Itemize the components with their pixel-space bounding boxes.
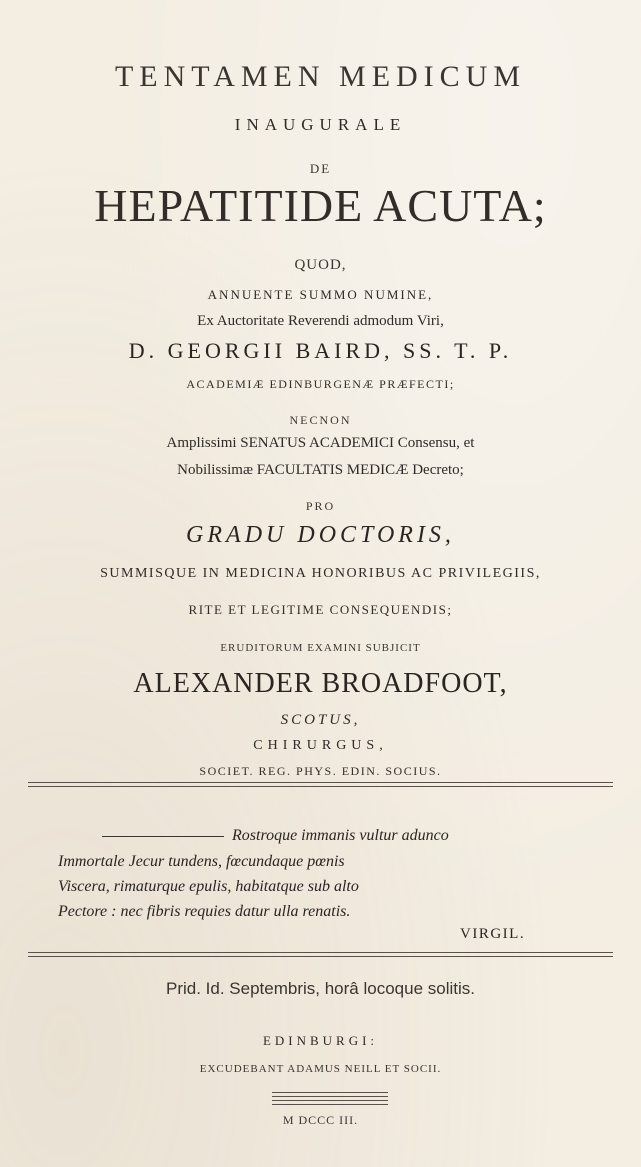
rite-line: RITE ET LEGITIME CONSEQUENDIS; (188, 602, 453, 617)
senatus-line: Amplissimi SENATUS ACADEMICI Consensu, et (166, 435, 475, 451)
date-line: Prid. Id. Septembris, horâ locoque solitis. (166, 979, 475, 998)
epigraph-bottom-rule (28, 952, 613, 957)
thesis-heading: TENTAMEN MEDICUM (114, 60, 527, 93)
facultatis-line: Nobilissimæ FACULTATIS MEDICÆ Decreto; (177, 462, 464, 478)
epigraph-line-1-text: Rostroque immanis vultur adunco (232, 827, 449, 844)
imprint-city: EDINBURGI: (262, 1033, 379, 1048)
epigraph-line-1 (102, 828, 641, 844)
imprint-year: M DCCC III. (282, 1113, 359, 1127)
rector-name: D. GEORGII BAIRD, SS. T. P. (128, 338, 513, 363)
pro-line: PRO (305, 499, 336, 513)
society-line: SOCIET. REG. PHYS. EDIN. SOCIUS. (199, 764, 442, 778)
annuente-line: ANNUENTE SUMMO NUMINE, (207, 287, 434, 302)
inaugurale-line: INAUGURALE (234, 115, 407, 134)
epigraph-top-rule (28, 782, 613, 787)
chirurgus-line: CHIRURGUS, (253, 738, 388, 753)
ex-auctoritate-line: Ex Auctoritate Reverendi admodum Viri, (197, 313, 444, 329)
epigraph-line-4: Pectore : nec fibris requies datur ulla renatis. (58, 903, 351, 920)
author-name: ALEXANDER BROADFOOT, (133, 668, 508, 699)
de-line: DE (309, 161, 332, 176)
imprint-rule-1 (272, 1092, 388, 1097)
gradu-doctoris: GRADU DOCTORIS, (186, 522, 455, 548)
imprint-rule-2 (272, 1100, 388, 1105)
imprint-printer: EXCUDEBANT ADAMUS NEILL ET SOCII. (199, 1063, 442, 1075)
quod-line: QUOD, (294, 257, 347, 273)
epigraph-attribution: VIRGIL. (460, 926, 526, 942)
epigraph-line-2: Immortale Jecur tundens, fœcundaque pœnis (58, 853, 345, 870)
academiae-line: ACADEMIÆ EDINBURGENÆ PRÆFECTI; (186, 377, 455, 391)
summisque-line: SUMMISQUE IN MEDICINA HONORIBUS AC PRIVILEGIIS, (100, 566, 541, 581)
eruditorum-line: ERUDITORUM EXAMINI SUBJICIT (220, 642, 421, 654)
thesis-subject: HEPATITIDE ACUTA; (94, 180, 547, 231)
scotus-line: SCOTUS, (280, 712, 361, 728)
necnon-line: NECNON (289, 413, 352, 427)
epigraph-line-3: Viscera, rimaturque epulis, habitatque sub alto (58, 878, 359, 895)
epigraph-dash (102, 836, 224, 837)
